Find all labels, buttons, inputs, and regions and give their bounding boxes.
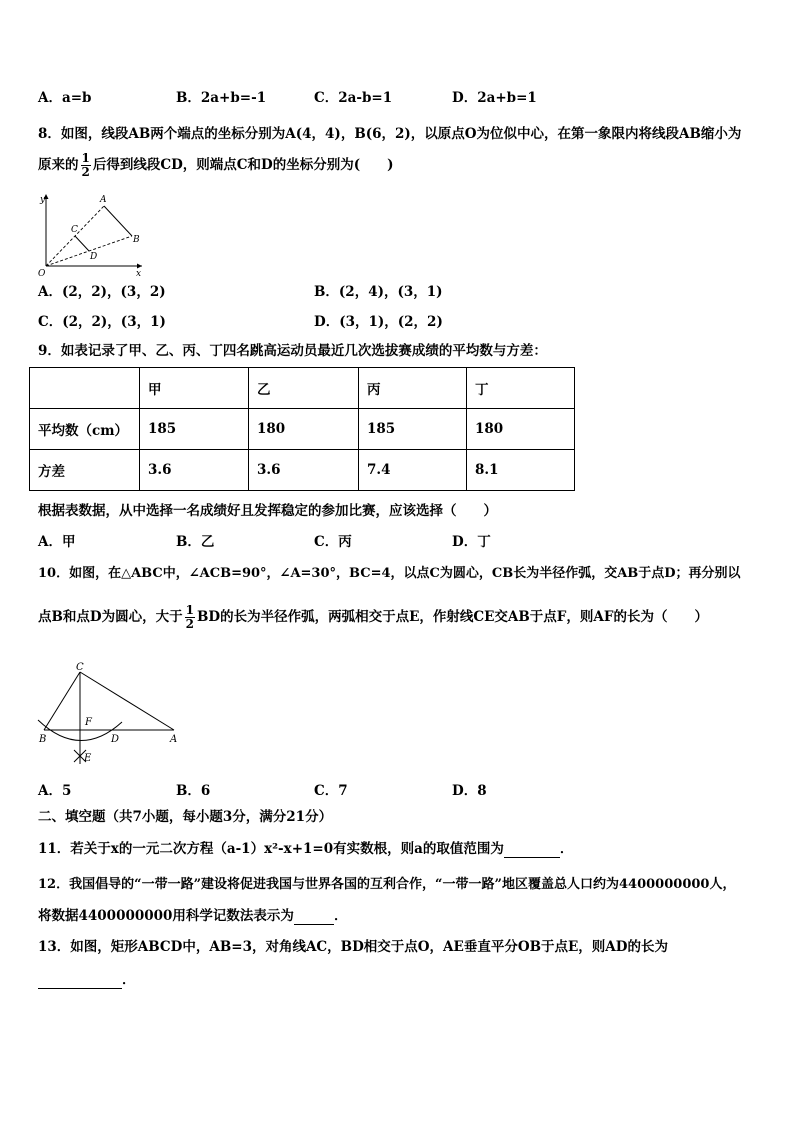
- q11-answer-blank[interactable]: [504, 843, 560, 858]
- q8-label-o: O: [38, 269, 46, 276]
- q10-option-a: A．5: [38, 783, 72, 799]
- q10-label-a: A: [170, 734, 178, 745]
- q7-option-c: C．2a-b=1: [314, 90, 393, 106]
- q8-segment-ab: [104, 206, 132, 236]
- q10-label-c: C: [76, 662, 84, 673]
- q8-label-b: B: [133, 235, 140, 245]
- q9-header-cell: 甲: [140, 368, 249, 409]
- q8-fraction: [81, 152, 91, 179]
- section2-heading: 二、填空题（共7小题，每小题3分，满分21分）: [38, 809, 333, 825]
- q8-segment-cd: [75, 236, 89, 251]
- q9-table-row: [30, 409, 575, 450]
- q9-cell: 3.6: [140, 450, 249, 491]
- q8-label-d: D: [90, 252, 98, 262]
- q12-text: 将数据4400000000用科学记数法表示为: [38, 908, 294, 924]
- q9-row-label: 平均数（cm）: [30, 409, 140, 450]
- q8-stem-line1: 8．如图，线段AB两个端点的坐标分别为A(4，4)，B(6，2)，以原点O为位似中心，在第一象限内将线段AB缩小为: [38, 126, 742, 142]
- q9-header-cell: [30, 368, 140, 409]
- q9-cell: 180: [249, 409, 359, 450]
- q10-option-d: D．8: [452, 783, 487, 799]
- q11-stem: [38, 840, 573, 858]
- q8-option-b: B．(2，4)，(3，1): [314, 284, 443, 300]
- q9-cell: 7.4: [359, 450, 467, 491]
- q9-cell: 185: [359, 409, 467, 450]
- q8-stem-line2: [38, 152, 394, 179]
- q13-answer-blank[interactable]: [38, 974, 122, 989]
- q8-x-arrow: [137, 264, 142, 269]
- q10-label-b: B: [39, 734, 47, 745]
- q10-label-e: E: [84, 753, 92, 764]
- q10-side-ca: [80, 672, 174, 730]
- q10-frac-num: 1: [185, 603, 194, 617]
- q10-label-f: F: [85, 717, 92, 728]
- q8-label-x: x: [136, 269, 142, 276]
- q9-stem: 9．如表记录了甲、乙、丙、丁四名跳高运动员最近几次选拔赛成绩的平均数与方差：: [38, 343, 547, 359]
- q12-end: ．: [333, 908, 348, 924]
- q12-answer-blank[interactable]: [294, 910, 334, 925]
- q9-option-a: A．甲: [38, 534, 76, 550]
- q9-option-b: B．乙: [176, 534, 215, 550]
- q12-stem-line1: 12．我国倡导的“一带一路”建设将促进我国与世界各国的互利合作，“一带一路”地区覆盖总人口约为4400000000人，: [38, 877, 736, 892]
- q13-stem-line1: 13．如图，矩形ABCD中，AB=3，对角线AC，BD相交于点O，AE垂直平分OB于点E，则AD的长为: [38, 939, 668, 955]
- q8-label-y: y: [40, 195, 46, 205]
- q9-row-label: 方差: [30, 450, 140, 491]
- q10-label-d: D: [111, 734, 120, 745]
- q8-option-c: C．(2，2)，(3，1): [38, 314, 166, 330]
- q8-label-c: C: [71, 225, 78, 235]
- q11-text: 11．若关于x的一元二次方程（a-1）x²-x+1=0有实数根，则a的取值范围为: [38, 841, 504, 857]
- q8-option-d: D．(3，1)，(2，2): [314, 314, 443, 330]
- q8-option-a: A．(2，2)，(3，2): [38, 284, 166, 300]
- q10-stem-line1: 10．如图，在△ABC中，∠ACB=90°，∠A=30°，BC=4，以点C为圆心，CB长为半径作弧，交AB于点D；再分别以: [38, 566, 741, 581]
- q9-cell: 8.1: [467, 450, 575, 491]
- q10-figure: [34, 660, 184, 770]
- q10-option-c: C．7: [314, 783, 348, 799]
- q10-fraction: [185, 604, 195, 631]
- q9-header-cell: 丁: [467, 368, 575, 409]
- q9-option-d: D．丁: [452, 534, 491, 550]
- q8-figure: [36, 190, 148, 276]
- q10-line2-pre: 点B和点D为圆心，大于: [38, 609, 183, 625]
- q7-option-a: A．a=b: [38, 90, 92, 106]
- q8-line2-post: 后得到线段CD，则端点C和D的坐标分别为( ): [92, 157, 394, 173]
- q9-cell: 3.6: [249, 450, 359, 491]
- q9-header-cell: 丙: [359, 368, 467, 409]
- q9-cell: 180: [467, 409, 575, 450]
- q9-option-c: C．丙: [314, 534, 352, 550]
- q9-table-row: [30, 450, 575, 491]
- q10-stem-line2: [38, 604, 708, 631]
- q8-frac-num: 1: [81, 151, 90, 165]
- q7-option-b: B．2a+b=-1: [176, 90, 267, 106]
- q9-table: [29, 367, 575, 491]
- q12-stem-line2: [38, 907, 347, 925]
- q9-question: 根据表数据，从中选择一名成绩好且发挥稳定的参加比赛，应该选择（ ）: [38, 503, 497, 519]
- q9-header-cell: 乙: [249, 368, 359, 409]
- q10-frac-den: 2: [185, 617, 194, 631]
- q8-frac-den: 2: [81, 165, 90, 179]
- q8-line2-pre: 原来的: [38, 157, 79, 173]
- q13-stem-line2: [38, 971, 136, 989]
- q9-table-header: [30, 368, 575, 409]
- q11-end: ．: [559, 841, 574, 857]
- q8-label-a: A: [100, 195, 107, 205]
- q13-end: ．: [122, 972, 136, 988]
- q10-option-b: B．6: [176, 783, 211, 799]
- q9-cell: 185: [140, 409, 249, 450]
- q10-line2-post: BD的长为半径作弧，两弧相交于点E，作射线CE交AB于点F，则AF的长为（ ）: [196, 609, 708, 625]
- q10-side-cb: [44, 672, 80, 730]
- q7-option-d: D．2a+b=1: [452, 90, 537, 106]
